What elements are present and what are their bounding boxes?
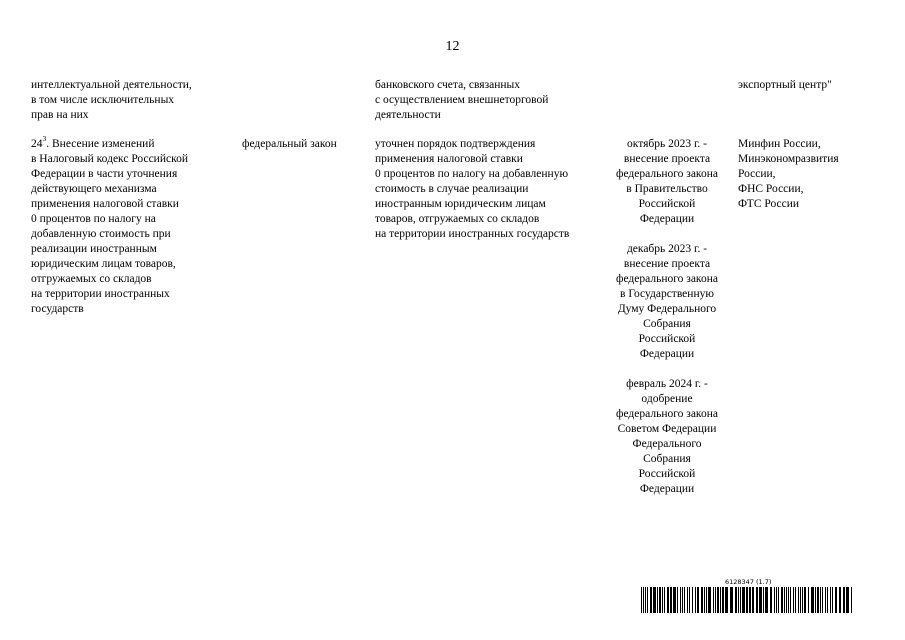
barcode-bar [722,587,724,613]
text-line: юридическим лицам товаров, [31,258,176,270]
text-line: стоимость в случае реализации [375,183,529,195]
text-line: одобрение [641,393,693,405]
text-line: на территории иностранных государств [375,228,570,240]
barcode [641,579,856,613]
barcode-bar [687,587,688,613]
text-line: применения налоговой ставки [31,198,179,210]
barcode-bar [701,587,703,613]
barcode-bar [802,587,803,613]
barcode-bar [788,587,789,613]
barcode-bar [784,587,785,613]
barcode-bar [808,587,809,613]
item-deadlines-column [600,137,734,497]
barcode-bar [670,587,672,613]
spacer [600,362,734,377]
barcode-bar [851,587,852,613]
barcode-bar [774,587,775,613]
barcode-bar [677,587,678,613]
barcode-bar [673,587,676,613]
text-line: уточнен порядок подтверждения [375,138,536,150]
barcode-bar [692,587,693,613]
item-measure-column [31,134,189,317]
text-line: государств [31,303,84,315]
text-line: добавленную стоимость при [31,228,171,240]
barcode-bar [715,587,716,613]
barcode-bar [650,587,652,613]
text-line: экспортный центр" [738,79,832,91]
barcode-bar [770,587,772,613]
barcode-bar [790,587,791,613]
barcode-bar [765,587,768,613]
barcode-bar [835,587,837,613]
deadline-block [600,242,734,362]
barcode-bar [643,587,644,613]
item-act-type-column [242,137,337,152]
text-line: октябрь 2023 г. - [627,138,707,150]
barcode-bar [717,587,719,613]
text-line: Российской [638,198,696,210]
barcode-bar [827,587,828,613]
barcode-bar [725,587,728,613]
text-line: на территории иностранных [31,288,170,300]
barcode-bar [830,587,831,613]
barcode-bar [825,587,826,613]
barcode-bar [832,587,833,613]
barcode-bar [786,587,787,613]
text-line: федерального закона [616,408,718,420]
barcode-bar [742,587,745,613]
item-number: 24 [31,138,43,150]
barcode-bar [706,587,707,613]
text-line: ФТС России [738,198,800,210]
barcode-bar [735,587,737,613]
text-line: в Налоговый кодекс Российской [31,153,189,165]
top-row-col-responsible-continuation [738,78,832,93]
barcode-bar [811,587,814,613]
top-row-col-measure-continuation [31,78,192,123]
text-line: федерального закона [616,168,718,180]
item-title-suffix: . Внесение изменений [46,138,155,150]
text-line: прав на них [31,109,89,121]
text-line: Российской [638,468,696,480]
barcode-bar [684,587,685,613]
text-line: февраль 2024 г. - [626,378,708,390]
item-result-column [375,137,569,242]
barcode-bar [682,587,683,613]
barcode-bar [781,587,783,613]
item-responsible-column [738,137,839,212]
barcode-bars [641,587,856,613]
barcode-bar [730,587,733,613]
barcode-bar [667,587,669,613]
barcode-bar [704,587,705,613]
text-line: деятельности [375,109,441,121]
page-number: 12 [445,39,460,54]
item-title-first-line [31,134,188,152]
text-line: декабрь 2023 г. - [626,243,708,255]
text-line: Федерации [639,483,695,495]
text-line: Российской [638,333,696,345]
text-line: Федерации [639,213,695,225]
barcode-bar [746,587,748,613]
text-line: интеллектуальной деятельности, [31,79,192,91]
barcode-bar [795,587,796,613]
barcode-bar [763,587,764,613]
barcode-bar [653,587,656,613]
barcode-bar [645,587,646,613]
barcode-bar [776,587,777,613]
barcode-bar [798,587,799,613]
barcode-bar [647,587,648,613]
item-number-superscript: 3 [42,134,47,144]
text-line: 0 процентов по налогу на добавленную [375,168,569,180]
barcode-bar [740,587,741,613]
barcode-bar [708,587,711,613]
text-line: Думу Федерального [617,303,717,315]
barcode-bar [720,587,721,613]
text-line: банковского счета, связанных [375,79,521,91]
deadline-block [600,377,734,497]
text-line: применения налоговой ставки [375,153,523,165]
barcode-bar [804,587,806,613]
barcode-bar [817,587,819,613]
barcode-bar [659,587,661,613]
barcode-bar [800,587,801,613]
text-line: реализации иностранным [31,243,157,255]
text-line: 0 процентов по налогу на [31,213,156,225]
barcode-bar [778,587,779,613]
spacer [600,227,734,242]
text-line: России, [738,168,776,180]
text-line: Федерации в части уточнения [31,168,178,180]
top-row-col-result-continuation [375,78,548,123]
barcode-bar [697,587,699,613]
barcode-bar [738,587,739,613]
barcode-bar [843,587,845,613]
barcode-bar [641,587,642,613]
barcode-code: 6128347 (1.7) [725,578,772,586]
barcode-bar [846,587,849,613]
barcode-bar [756,587,758,613]
text-line: в том числе исключительных [31,94,175,106]
text-line: иностранным юридическим лицам [375,198,546,210]
text-line: федерального закона [616,273,718,285]
text-line: в Государственную [620,288,714,300]
text-line: Собрания [643,318,691,330]
text-line: Минэкономразвития [738,153,839,165]
barcode-bar [749,587,751,613]
text-line: внесение проекта [623,153,711,165]
barcode-bar [664,587,665,613]
text-line: Минфин России, [738,138,821,150]
barcode-bar [713,587,714,613]
text-line: Федерации [639,348,695,360]
barcode-bar [820,587,821,613]
text-line: ФНС России, [738,183,804,195]
text-line: товаров, отгружаемых со складов [375,213,540,225]
barcode-bar [759,587,762,613]
text-line: внесение проекта [623,258,711,270]
barcode-bar [662,587,663,613]
text-line: Советом Федерации [617,423,717,435]
barcode-bar [680,587,681,613]
text-line: с осуществлением внешнеторговой [375,94,549,106]
barcode-bar [793,587,794,613]
barcode-bar [695,587,696,613]
text-line: Собрания [643,453,691,465]
deadline-block [600,137,734,227]
barcode-bar [839,587,841,613]
barcode-bar [657,587,658,613]
barcode-bar [752,587,754,613]
act-type: федеральный закон [242,138,337,150]
text-line: в Правительство [626,183,708,195]
barcode-bar [815,587,816,613]
barcode-bar [689,587,690,613]
text-line: действующего механизма [31,183,157,195]
barcode-bar [822,587,823,613]
text-line: Федерального [632,438,702,450]
text-line: отгружаемых со складов [31,273,152,285]
